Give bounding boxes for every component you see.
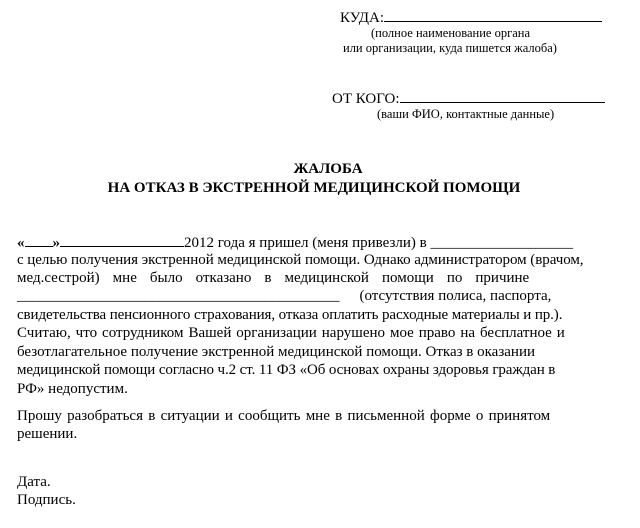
date-close-quote: » (52, 235, 60, 251)
body-line-5: свидетельства пенсионного страхования, отказа оплатить расходные материалы и пр.). (17, 307, 563, 323)
request-line-1: Прошу разобраться в ситуации и сообщить мне в письменной форме о принятом (17, 408, 551, 424)
to-blank (384, 7, 602, 22)
document-subtitle: НА ОТКАЗ В ЭКСТРЕННОЙ МЕДИЦИНСКОЙ ПОМОЩИ (107, 180, 521, 196)
body-line-9: РФ» недопустим. (17, 381, 128, 397)
body-line-3-text: мед.сестрой) мне было отказано в медицинской помощи по причине (17, 270, 530, 286)
date-line (17, 232, 573, 253)
from-hint: (ваши ФИО, контактные данные) (377, 107, 555, 121)
body-line-4 (17, 287, 551, 306)
day-blank (25, 232, 53, 247)
document-title: ЖАЛОБА (293, 161, 363, 177)
reason-blank: ___________________________________________ (17, 288, 340, 304)
body-line-4-text: (отсутствия полиса, паспорта, (359, 288, 552, 304)
date-line-text: 2012 года я пришел (меня привезли) в ___________________ (184, 235, 574, 251)
body-line-7: безотлагательное получение экстренной медицинской помощи. Отказ в оказании (17, 344, 535, 360)
request-line-2: решении. (17, 426, 78, 442)
date-label: Дата. (17, 474, 51, 490)
body-line-3 (17, 269, 607, 288)
to-label: КУДА: (340, 10, 385, 26)
date-open-quote: « (17, 235, 25, 251)
to-hint-2: или организации, куда пишется жалоба) (343, 41, 557, 55)
body-line-6: Считаю, что сотрудником Вашей организации нарушено мое право на бесплатное и (17, 325, 565, 341)
body-line-8: медицинской помощи согласно ч.2 ст. 11 ФЗ «Об основах охраны здоровья граждан в (17, 362, 556, 378)
to-hint-1: (полное наименование органа (371, 26, 531, 40)
month-blank (60, 232, 184, 247)
from-label: ОТ КОГО: (332, 91, 400, 107)
from-blank (400, 88, 605, 103)
signature-label: Подпись. (17, 492, 76, 508)
body-line-2: с целью получения экстренной медицинской помощи. Однако администратором (врачом, (17, 252, 584, 268)
